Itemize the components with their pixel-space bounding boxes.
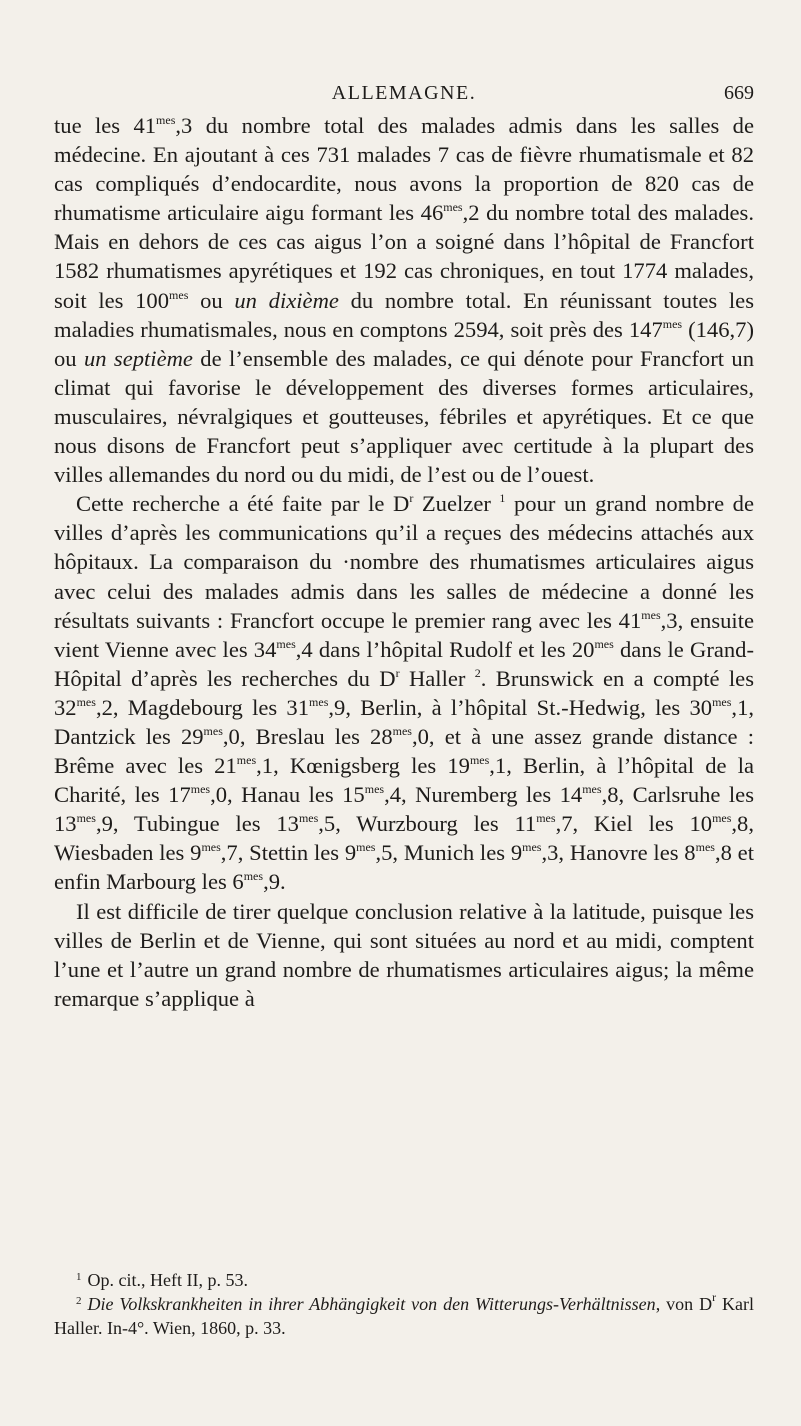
footnote-text: Op. cit., Heft II, p. 53. xyxy=(87,1270,248,1290)
paragraph: Il est difficile de tirer quelque conclusion relative à la latitude, puisque les villes de Berlin et de Vienne, qui sont situées au nord et au midi, comptent l’une et l’autre un grand nombre de rhumatismes articulaires aigus; la même remarque s’applique à xyxy=(54,898,754,1011)
paragraph: Cette recherche a été faite par le $D^r$ Zuelzer $^1$ pour un grand nombre de villes d’après les communications qu’il a reçues des médecins attachés aux hôpitaux. La comparaison du ·nombre des rhumatismes articulaires aigus avec celui des malades admis dans les salles de médecine a donné les résultats suivants : Francfort occupe le premier rang avec les $41^{mes},3$, ensuite vient Vienne avec les $34^{mes},4$ dans l’hôpital Rudolf et les $20^{mes}$ dans le Grand-Hôpital d’après les recherches du $D^r$ Haller $^2$. Brunswick en a compté les $32^{mes},2$, Magdebourg les $31^{mes},9$, Berlin, à l’hôpital St.-Hedwig, les $30^{mes},1$, Dantzick les $29^{mes},0$, Breslau les $28^{mes},0$, et à une assez grande distance : Brême avec les $21^{mes},1$, Kœnigsberg les $19^{mes},1$, Berlin, à l’hôpital de la Charité, les $17^{mes},0$, Hanau les $15^{mes},4$, Nuremberg les $14^{mes},8$, Carlsruhe les $13^{mes},9$, Tubingue les $13^{mes},5$, Wurzbourg les $11^{mes},7$, Kiel les $10^{mes},8$, Wiesbaden les $9^{mes},7$, Stettin les $9^{mes},5$, Munich les $9^{mes},3$, Hanovre les $8^{mes},8$ et enfin Marbourg les $6^{mes},9$. xyxy=(54,491,755,895)
page-number: 669 xyxy=(724,82,754,104)
footnote-mark: 2 xyxy=(76,1295,82,1307)
footnote-mark: 1 xyxy=(76,1271,82,1283)
footnotes xyxy=(54,1268,754,1340)
page-header xyxy=(54,82,754,108)
paragraph: tue les $41^{mes},3$ du nombre total des malades admis dans les salles de médecine. En ajoutant à ces 731 malades 7 cas de fièvre rhumatismale et 82 cas compliqués d’endocardite, nous avons la proportion de 820 cas de rhumatisme articulaire aigu formant les $46^{mes},2$ du nombre total des malades. Mais en dehors de ces cas aigus l’on a soigné dans l’hôpital de Francfort 1582 rhumatismes apyrétiques et 192 cas chroniques, en tout 1774 malades, soit les $100^{mes}$ ou un dixième du nombre total. En réunissant toutes les maladies rhumatismales, nous en comptons 2594, soit près des $147^{mes}$ (146,7) ou un septième de l’ensemble des malades, ce qui dénote pour Francfort un climat qui favorise le développement des diverses formes articulaires, musculaires, névralgiques et goutteuses, fébriles et apyrétiques. Et ce que nous disons de Francfort peut s’appliquer avec certitude à la plupart des villes allemandes du nord ou du midi, de l’est ou de l’ouest. xyxy=(54,113,754,488)
footnote xyxy=(54,1292,754,1340)
footnote-text: Die Volkskrankheiten in ihrer Abhängigkeit von den Witterungs-Verhältnissen, von $D^r$ Karl Haller. In-4°. Wien, 1860, p. 33. xyxy=(54,1290,755,1338)
body-text xyxy=(54,111,754,1013)
footnote xyxy=(54,1268,754,1292)
running-title: ALLEMAGNE. xyxy=(331,82,477,104)
